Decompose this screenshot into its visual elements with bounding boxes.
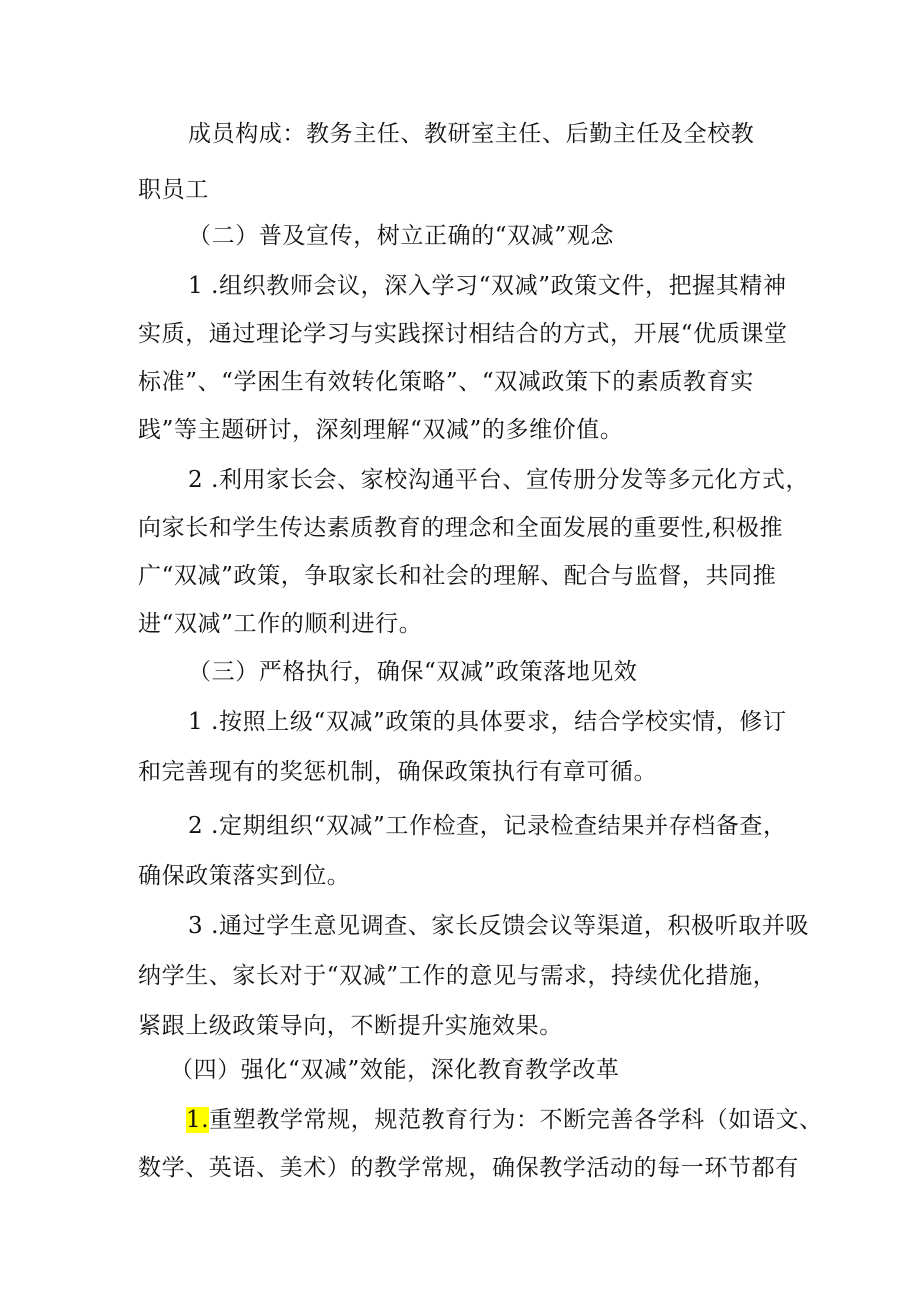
text-line: 1 .按照上级“双减”政策的具体要求，结合学校实情，修订 [188, 709, 787, 735]
section-heading: （三）严格执行，确保“双减”政策落地见效 [188, 659, 638, 685]
text-line: 向家长和学生传达素质教育的理念和全面发展的重要性,积极推 [138, 515, 784, 541]
highlighted-number: 1. [186, 1107, 210, 1133]
text-line: 进“双减”工作的顺利进行。 [138, 611, 423, 637]
text-line: 紧跟上级政策导向，不断提升实施效果。 [138, 1013, 563, 1039]
text-line: 职员工 [138, 177, 209, 203]
section-heading: （四）强化“双减”效能，深化教育教学改革 [170, 1057, 620, 1083]
text-line: 数学、英语、美术）的教学常规，确保教学活动的每一环节都有 [138, 1155, 799, 1181]
text-line: 标准”、“学困生有效转化策略”、“双减政策下的素质教育实 [138, 369, 754, 395]
text-line: 和完善现有的奖惩机制，确保政策执行有章可循。 [138, 759, 658, 785]
text-line: 3 .通过学生意见调查、家长反馈会议等渠道，积极听取并吸 [188, 913, 810, 939]
section-heading: （二）普及宣传，树立正确的“双减”观念 [188, 223, 614, 249]
text-line: 1 .组织教师会议，深入学习“双减”政策文件，把握其精神 [188, 273, 787, 299]
text-line [186, 1106, 823, 1134]
text-line: 实质，通过理论学习与实践探讨相结合的方式，开展“优质课堂 [138, 321, 788, 347]
text-line: 2 .利用家长会、家校沟通平台、宣传册分发等多元化方式， [188, 467, 810, 493]
text-line: 纳学生、家长对于“双减”工作的意见与需求，持续优化措施， [138, 963, 777, 989]
text-line: 践”等主题研讨，深刻理解“双减”的多维价值。 [138, 417, 624, 443]
text-segment: 重塑教学常规，规范教育行为：不断完善各学科（如语文、 [209, 1107, 823, 1133]
text-line: 2 .定期组织“双减”工作检查，记录检查结果并存档备查， [188, 813, 787, 839]
text-line: 成员构成：教务主任、教研室主任、后勤主任及全校教 [188, 121, 755, 147]
text-line: 确保政策落实到位。 [138, 863, 351, 889]
text-line: 广“双减”政策，争取家长和社会的理解、配合与监督，共同推 [138, 563, 777, 589]
